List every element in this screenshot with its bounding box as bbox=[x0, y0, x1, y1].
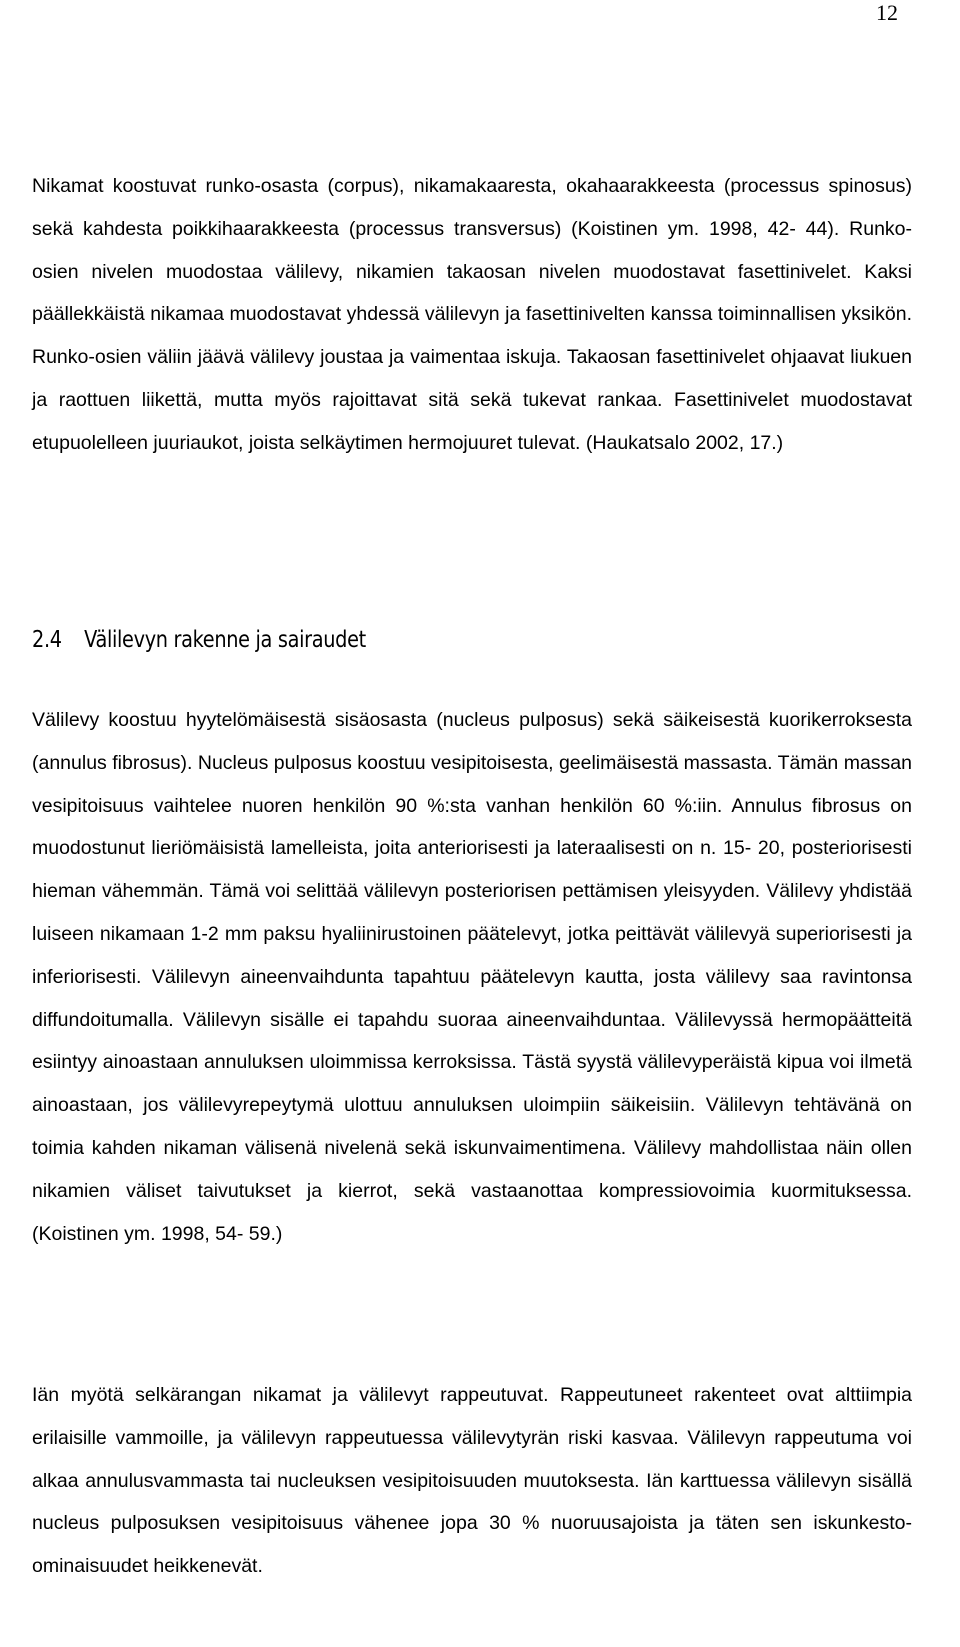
section-title: Välilevyn rakenne ja sairaudet bbox=[84, 627, 366, 653]
body-paragraph: Nikamat koostuvat runko-osasta (corpus), nikamakaaresta, okahaarakkeesta (processus spinosus) sekä kahdesta poikkihaarakkeesta (processus transversus) (Koistinen ym. 1998, 42- 44). Runko-osien nivelen muodostaa välilevy, nikamien takaosan nivelen muodostavat fasettinivelet. Kaksi päällekkäistä nikamaa muodostavat yhdessä välilevyn ja fasettinivelten kanssa toiminnallisen yksikön. Runko-osien väliin jäävä välilevy joustaa ja vaimentaa iskuja. Takaosan fasettinivelet ohjaavat liukuen ja raottuen liikettä, mutta myös rajoittavat sitä sekä tukevat rankaa. Fasettinivelet muodostavat etupuolelleen juuriaukot, joista selkäytimen hermojuuret tulevat. (Haukatsalo 2002, 17.) bbox=[32, 175, 912, 454]
section-number: 2.4 bbox=[32, 627, 62, 653]
body-paragraph: Iän myötä selkärangan nikamat ja välilevyt rappeutuvat. Rappeutuneet rakenteet ovat alttiimpia erilaisille vammoille, ja välilevyn rappeutuessa välilevytyrän riski kasvaa. Välilevyn rappeutuma voi alkaa annulusvammasta tai nucleuksen vesipitoisuuden muutoksesta. Iän karttuessa välilevyn sisällä nucleus pulposuksen vesipitoisuus vähenee jopa 30 % nuoruusajoista ja täten sen iskunkesto-ominaisuudet heikkenevät. bbox=[32, 1384, 912, 1578]
page-number: 12 bbox=[876, 0, 898, 25]
body-paragraph: Välilevy koostuu hyytelömäisestä sisäosasta (nucleus pulposus) sekä säikeisestä kuorikerroksesta (annulus fibrosus). Nucleus pulposus koostuu vesipitoisesta, geelimäisestä massasta. Tämän massan vesipitoisuus vaihtelee nuoren henkilön 90 %:sta vanhan henkilön 60 %:iin. Annulus fibrosus on muodostunut lieriömäisistä lamelleista, joita anteriorisesti ja lateraalisesti on n. 15- 20, posteriorisesti hieman vähemmän. Tämä voi selittää välilevyn posteriorisen pettämisen yleisyyden. Välilevy yhdistää luiseen nikamaan 1-2 mm paksu hyaliinirustoinen päätelevyt, jotka peittävät välilevyä superiorisesti ja inferiorisesti. Välilevyn aineenvaihdunta tapahtuu päätelevyn kautta, josta välilevy saa ravintonsa diffundoitumalla. Välilevyn sisälle ei tapahdu suoraa aineenvaihduntaa. Välilevyssä hermopäätteitä esiintyy ainoastaan annuluksen uloimmissa kerroksissa. Tästä syystä välilevyperäistä kipua voi ilmetä ainoastaan, jos välilevyrepeytymä ulottuu annuluksen uloimpiin säikeisiin. Välilevyn tehtävänä on toimia kahden nikaman välisenä nivelenä sekä iskunvaimentimena. Välilevy mahdollistaa näin ollen nikamien väliset taivutukset ja kierrot, sekä vastaanottaa kompressiovoimia kuormituksessa. (Koistinen ym. 1998, 54- 59.) bbox=[32, 709, 912, 1245]
section-heading bbox=[32, 622, 366, 658]
